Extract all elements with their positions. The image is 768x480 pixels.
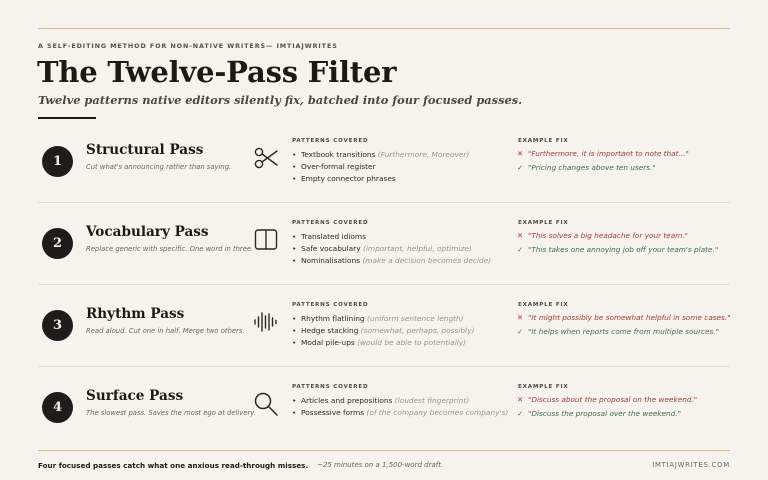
bad-example-text: "Furthermore, it is important to note that..." xyxy=(528,149,689,158)
pattern-item xyxy=(292,149,469,161)
pattern-text: Modal pile-ups xyxy=(301,338,355,347)
good-example xyxy=(517,243,718,257)
pattern-item xyxy=(292,325,474,337)
pattern-item xyxy=(292,395,508,407)
pattern-item xyxy=(292,231,491,243)
check-icon: ✓ xyxy=(517,409,524,418)
good-example xyxy=(517,161,689,175)
kicker: A SELF-EDITING METHOD FOR NON-NATIVE WRITERS— IMTIAJWRITES xyxy=(38,42,338,50)
patterns-covered-label: PATTERNS COVERED xyxy=(292,220,369,226)
example-fix-label: EXAMPLE FIX xyxy=(518,138,569,144)
pass-description: Read aloud. Cut one in half. Merge two others. xyxy=(86,327,245,335)
pattern-text: Hedge stacking xyxy=(301,326,359,335)
pass-title: Surface Pass xyxy=(86,388,184,404)
pattern-note: (of the company becomes company's) xyxy=(366,408,509,417)
example-fix-label: EXAMPLE FIX xyxy=(518,384,569,390)
row-divider xyxy=(38,202,730,203)
pass-number-badge: 4 xyxy=(42,392,73,423)
pattern-text: Safe vocabulary xyxy=(301,244,361,253)
example-fix xyxy=(517,393,697,421)
patterns-list xyxy=(292,395,508,419)
example-fix xyxy=(517,147,689,175)
cross-icon: ✕ xyxy=(517,149,524,158)
patterns-list xyxy=(292,231,491,267)
bullet: • xyxy=(292,162,297,171)
pattern-text: Articles and prepositions xyxy=(301,396,393,405)
pattern-note: (uniform sentence length) xyxy=(367,314,464,323)
good-example xyxy=(517,407,697,421)
pass-title: Structural Pass xyxy=(86,142,204,158)
good-example-text: "It helps when reports come from multiple sources." xyxy=(528,327,720,336)
footer-note: ~25 minutes on a 1,500-word draft. xyxy=(317,461,444,469)
pass-number-badge: 1 xyxy=(42,146,73,177)
pass-title: Vocabulary Pass xyxy=(86,224,209,240)
pass-description: Replace generic with specific. One word in three. xyxy=(86,245,254,253)
pattern-item xyxy=(292,407,508,419)
bullet: • xyxy=(292,232,297,241)
title-underline xyxy=(38,117,96,119)
waveform-icon xyxy=(252,308,280,336)
check-icon: ✓ xyxy=(517,245,524,254)
check-icon: ✓ xyxy=(517,163,524,172)
good-example-text: "Discuss the proposal over the weekend." xyxy=(528,409,681,418)
top-rule xyxy=(38,28,730,29)
pattern-text: Over-formal register xyxy=(301,162,376,171)
bullet: • xyxy=(292,150,297,159)
pattern-text: Empty connector phrases xyxy=(301,174,396,183)
patterns-covered-label: PATTERNS COVERED xyxy=(292,138,369,144)
footer-site-link[interactable]: IMTIAJWRITES.COM xyxy=(652,461,730,469)
bullet: • xyxy=(292,256,297,265)
pattern-text: Rhythm flatlining xyxy=(301,314,365,323)
cross-icon: ✕ xyxy=(517,395,524,404)
row-divider xyxy=(38,366,730,367)
check-icon: ✓ xyxy=(517,327,524,336)
pass-number-badge: 2 xyxy=(42,228,73,259)
pass-number-badge: 3 xyxy=(42,310,73,341)
footer-summary: Four focused passes catch what one anxious read-through misses. xyxy=(38,461,309,470)
bullet: • xyxy=(292,174,297,183)
pattern-item xyxy=(292,173,469,185)
bullet: • xyxy=(292,314,297,323)
pass-row-1 xyxy=(38,122,730,203)
pattern-item xyxy=(292,337,474,349)
bad-example xyxy=(517,147,689,161)
good-example-text: "This takes one annoying job off your team's plate." xyxy=(528,245,719,254)
cross-icon: ✕ xyxy=(517,231,524,240)
bullet: • xyxy=(292,396,297,405)
bad-example-text: "This solves a big headache for your team." xyxy=(528,231,689,240)
bullet: • xyxy=(292,244,297,253)
good-example xyxy=(517,325,731,339)
cross-icon: ✕ xyxy=(517,313,524,322)
example-fix-label: EXAMPLE FIX xyxy=(518,302,569,308)
bad-example xyxy=(517,311,731,325)
patterns-list xyxy=(292,313,474,349)
pass-description: The slowest pass. Saves the most ego at delivery. xyxy=(86,409,256,417)
example-fix xyxy=(517,229,718,257)
row-divider xyxy=(38,284,730,285)
pattern-note: (would be able to potentially) xyxy=(357,338,467,347)
pattern-text: Translated idioms xyxy=(301,232,366,241)
pattern-note: (make a decision becomes decide) xyxy=(362,256,492,265)
magnifier-icon xyxy=(252,390,280,418)
page-subtitle: Twelve patterns native editors silently fix, batched into four focused passes. xyxy=(38,93,523,107)
patterns-covered-label: PATTERNS COVERED xyxy=(292,384,369,390)
bullet: • xyxy=(292,408,297,417)
bad-example xyxy=(517,229,718,243)
bottom-rule xyxy=(38,450,730,451)
pattern-note: (Furthermore, Moreover) xyxy=(377,150,470,159)
pattern-text: Textbook transitions xyxy=(301,150,376,159)
pattern-note: (somewhat, perhaps, possibly) xyxy=(360,326,475,335)
scissors-icon xyxy=(252,144,280,172)
patterns-covered-label: PATTERNS COVERED xyxy=(292,302,369,308)
bad-example-text: "Discuss about the proposal on the weekend." xyxy=(528,395,698,404)
pass-row-3 xyxy=(38,286,730,367)
example-fix-label: EXAMPLE FIX xyxy=(518,220,569,226)
pattern-note: (loudest fingerprint) xyxy=(394,396,470,405)
pattern-text: Possessive forms xyxy=(301,408,365,417)
book-icon xyxy=(252,226,280,254)
pattern-item xyxy=(292,161,469,173)
pass-row-4 xyxy=(38,368,730,449)
example-fix xyxy=(517,311,731,339)
pattern-text: Nominalisations xyxy=(301,256,361,265)
pass-title: Rhythm Pass xyxy=(86,306,185,322)
pattern-note: (important, helpful, optimize) xyxy=(362,244,472,253)
good-example-text: "Pricing changes above ten users." xyxy=(528,163,656,172)
pattern-item xyxy=(292,313,474,325)
bullet: • xyxy=(292,338,297,347)
pattern-item xyxy=(292,255,491,267)
bullet: • xyxy=(292,326,297,335)
bad-example-text: "It might possibly be somewhat helpful in some cases." xyxy=(528,313,731,322)
page-title: The Twelve-Pass Filter xyxy=(37,55,397,89)
patterns-list xyxy=(292,149,469,185)
pass-row-2 xyxy=(38,204,730,285)
pattern-item xyxy=(292,243,491,255)
pass-description: Cut what's announcing rather than saying. xyxy=(86,163,232,171)
bad-example xyxy=(517,393,697,407)
